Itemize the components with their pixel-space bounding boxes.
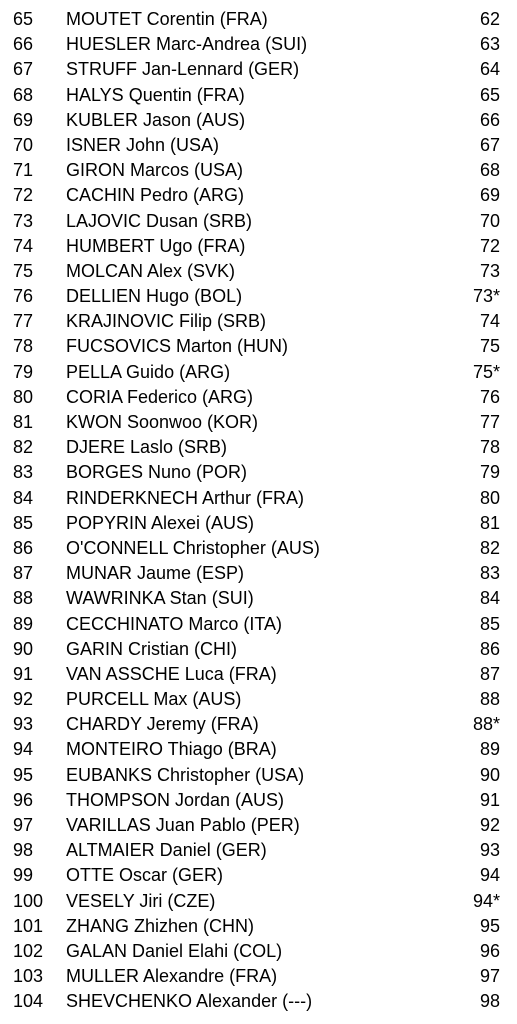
- rank-number: 84: [13, 487, 34, 508]
- rank-number: 103: [13, 966, 44, 987]
- player-name: CACHIN Pedro (ARG): [66, 185, 245, 206]
- player-name: LAJOVIC Dusan (SRB): [66, 210, 253, 231]
- rank-number: 66: [13, 34, 34, 55]
- points-value: 73*: [472, 286, 500, 307]
- rank-number: 90: [13, 638, 34, 659]
- points-value: 90: [479, 764, 500, 785]
- rank-number: 75: [13, 260, 34, 281]
- player-name: HALYS Quentin (FRA): [66, 84, 245, 105]
- rank-number: 92: [13, 689, 34, 710]
- rank-number: 87: [13, 563, 34, 584]
- ranking-row: [0, 662, 517, 687]
- points-value: 84: [479, 588, 500, 609]
- player-name: VAN ASSCHE Luca (FRA): [66, 663, 277, 684]
- player-name: EUBANKS Christopher (USA): [66, 764, 305, 785]
- ranking-row: [0, 712, 517, 737]
- points-value: 96: [479, 940, 500, 961]
- points-value: 75*: [472, 361, 500, 382]
- ranking-row: [0, 460, 517, 485]
- rank-number: 91: [13, 663, 34, 684]
- ranking-row: [0, 360, 517, 385]
- ranking-row: [0, 838, 517, 863]
- player-name: HUMBERT Ugo (FRA): [66, 235, 246, 256]
- rank-number: 67: [13, 59, 34, 80]
- points-value: 70: [479, 210, 500, 231]
- points-value: 72: [479, 235, 500, 256]
- player-name: WAWRINKA Stan (SUI): [66, 588, 254, 609]
- points-value: 69: [479, 185, 500, 206]
- ranking-row: [0, 259, 517, 284]
- ranking-row: [0, 788, 517, 813]
- player-name: STRUFF Jan-Lennard (GER): [66, 59, 300, 80]
- ranking-row: [0, 435, 517, 460]
- player-name: VARILLAS Juan Pablo (PER): [66, 815, 300, 835]
- rank-number: 70: [13, 134, 34, 155]
- ranking-row: [0, 133, 517, 158]
- rank-number: 81: [13, 412, 34, 432]
- ranking-row: [0, 511, 517, 536]
- ranking-row: [0, 637, 517, 662]
- rank-number: 72: [13, 185, 34, 206]
- points-value: 86: [479, 638, 500, 659]
- player-name: KWON Soonwoo (KOR): [66, 412, 259, 432]
- rank-number: 95: [13, 764, 34, 785]
- ranking-row: [0, 586, 517, 611]
- player-name: POPYRIN Alexei (AUS): [66, 512, 255, 533]
- rank-number: 102: [13, 940, 44, 961]
- rank-number: 94: [13, 739, 34, 760]
- player-name: ZHANG Zhizhen (CHN): [66, 915, 255, 936]
- points-value: 94*: [472, 890, 500, 911]
- player-name: DELLIEN Hugo (BOL): [66, 286, 243, 307]
- player-name: GARIN Cristian (CHI): [66, 638, 238, 659]
- ranking-row: [0, 763, 517, 788]
- points-value: 85: [479, 613, 500, 634]
- ranking-row: [0, 687, 517, 712]
- player-name: ISNER John (USA): [66, 134, 220, 155]
- ranking-row: [0, 737, 517, 762]
- player-name: KUBLER Jason (AUS): [66, 109, 246, 130]
- ranking-row: [0, 536, 517, 561]
- points-value: 89: [479, 739, 500, 760]
- points-value: 95: [479, 915, 500, 936]
- ranking-row: [0, 989, 517, 1014]
- ranking-row: [0, 486, 517, 511]
- player-name: O'CONNELL Christopher (AUS): [66, 537, 320, 558]
- rank-number: 82: [13, 437, 34, 458]
- points-value: 78: [479, 437, 500, 458]
- player-name: CORIA Federico (ARG): [66, 386, 254, 407]
- rank-number: 89: [13, 613, 34, 634]
- points-value: 75: [479, 336, 500, 357]
- rank-number: 65: [13, 9, 34, 29]
- player-name: MOLCAN Alex (SVK): [66, 260, 236, 281]
- ranking-row: [0, 284, 517, 309]
- points-value: 62: [479, 9, 500, 29]
- ranking-row: [0, 108, 517, 133]
- player-name: MONTEIRO Thiago (BRA): [66, 739, 277, 760]
- player-name: HUESLER Marc-Andrea (SUI): [66, 34, 308, 55]
- player-name: BORGES Nuno (POR): [66, 462, 248, 483]
- player-name: ALTMAIER Daniel (GER): [66, 840, 267, 861]
- ranking-row: [0, 334, 517, 359]
- points-value: 66: [479, 109, 500, 130]
- player-name: SHEVCHENKO Alexander (---): [66, 991, 313, 1012]
- player-name: RINDERKNECH Arthur (FRA): [66, 487, 305, 508]
- points-value: 73: [479, 260, 500, 281]
- rank-number: 104: [13, 991, 44, 1012]
- points-value: 94: [479, 865, 500, 886]
- ranking-row: [0, 410, 517, 435]
- rank-number: 74: [13, 235, 34, 256]
- rank-number: 97: [13, 815, 34, 835]
- player-name: GIRON Marcos (USA): [66, 160, 244, 181]
- rank-number: 77: [13, 311, 34, 332]
- points-value: 74: [479, 311, 500, 332]
- rank-number: 69: [13, 109, 34, 130]
- ranking-row: [0, 7, 517, 32]
- player-name: PELLA Guido (ARG): [66, 361, 231, 382]
- rank-number: 96: [13, 789, 34, 810]
- ranking-row: [0, 309, 517, 334]
- player-name: FUCSOVICS Marton (HUN): [66, 336, 289, 357]
- player-name: VESELY Jiri (CZE): [66, 890, 216, 911]
- points-value: 88*: [472, 714, 500, 735]
- rank-number: 79: [13, 361, 34, 382]
- rank-number: 101: [13, 915, 44, 936]
- ranking-list: [0, 7, 517, 1015]
- points-value: 77: [479, 412, 500, 432]
- ranking-row: [0, 889, 517, 914]
- points-value: 83: [479, 563, 500, 584]
- rank-number: 78: [13, 336, 34, 357]
- ranking-row: [0, 939, 517, 964]
- rank-number: 85: [13, 512, 34, 533]
- player-name: PURCELL Max (AUS): [66, 689, 242, 710]
- ranking-row: [0, 209, 517, 234]
- player-name: CHARDY Jeremy (FRA): [66, 714, 259, 735]
- points-value: 64: [479, 59, 500, 80]
- ranking-row: [0, 561, 517, 586]
- ranking-row: [0, 183, 517, 208]
- points-value: 65: [479, 84, 500, 105]
- ranking-row: [0, 964, 517, 989]
- player-name: MUNAR Jaume (ESP): [66, 563, 245, 584]
- rank-number: 76: [13, 286, 34, 307]
- rank-number: 99: [13, 865, 34, 886]
- points-value: 93: [479, 840, 500, 861]
- rank-number: 80: [13, 386, 34, 407]
- ranking-row: [0, 612, 517, 637]
- ranking-row: [0, 385, 517, 410]
- player-name: CECCHINATO Marco (ITA): [66, 613, 283, 634]
- points-value: 80: [479, 487, 500, 508]
- rank-number: 100: [13, 890, 44, 911]
- rank-number: 86: [13, 537, 34, 558]
- player-name: DJERE Laslo (SRB): [66, 437, 228, 458]
- ranking-row: [0, 158, 517, 183]
- ranking-row: [0, 813, 517, 838]
- ranking-row: [0, 863, 517, 888]
- player-name: GALAN Daniel Elahi (COL): [66, 940, 283, 961]
- ranking-row: [0, 914, 517, 939]
- points-value: 82: [479, 537, 500, 558]
- rank-number: 73: [13, 210, 34, 231]
- points-value: 97: [479, 966, 500, 987]
- player-name: MULLER Alexandre (FRA): [66, 966, 278, 987]
- points-value: 67: [479, 134, 500, 155]
- ranking-row: [0, 234, 517, 259]
- rank-number: 93: [13, 714, 34, 735]
- points-value: 98: [479, 991, 500, 1012]
- points-value: 68: [479, 160, 500, 181]
- rank-number: 88: [13, 588, 34, 609]
- points-value: 63: [479, 34, 500, 55]
- rank-number: 83: [13, 462, 34, 483]
- points-value: 76: [479, 386, 500, 407]
- points-value: 87: [479, 663, 500, 684]
- points-value: 92: [479, 815, 500, 835]
- points-value: 81: [479, 512, 500, 533]
- points-value: 79: [479, 462, 500, 483]
- rank-number: 71: [13, 160, 34, 181]
- rank-number: 68: [13, 84, 34, 105]
- ranking-row: [0, 83, 517, 108]
- player-name: THOMPSON Jordan (AUS): [66, 789, 285, 810]
- player-name: MOUTET Corentin (FRA): [66, 9, 268, 29]
- points-value: 88: [479, 689, 500, 710]
- points-value: 91: [479, 789, 500, 810]
- ranking-row: [0, 57, 517, 82]
- player-name: OTTE Oscar (GER): [66, 865, 223, 886]
- rank-number: 98: [13, 840, 34, 861]
- player-name: KRAJINOVIC Filip (SRB): [66, 311, 267, 332]
- ranking-row: [0, 32, 517, 57]
